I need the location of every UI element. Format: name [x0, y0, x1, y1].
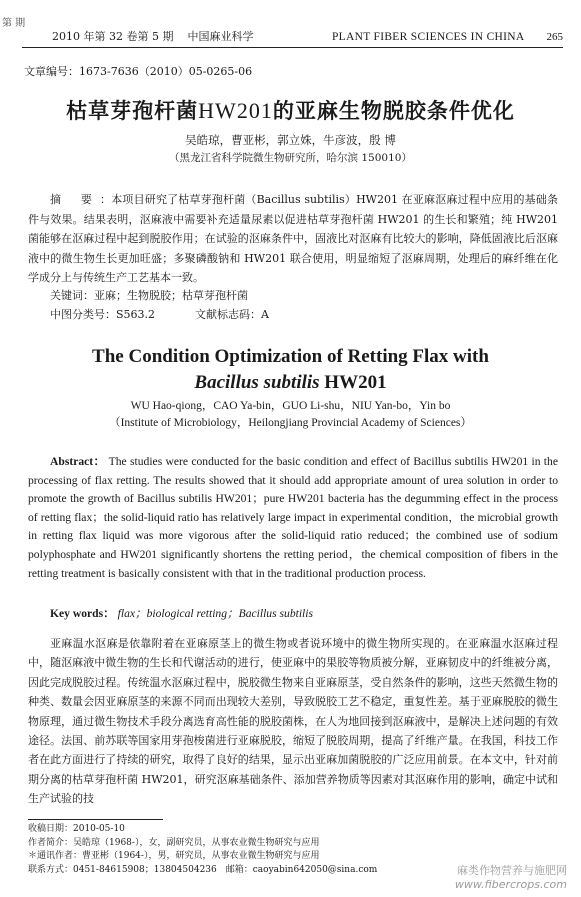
authors-cn: 吴皓琼，曹亚彬，郭立姝，牛彦波，殷 博 [185, 133, 396, 147]
journal-name-en: PLANT FIBER SCIENCES IN CHINA [331, 31, 525, 43]
affiliation-cn: （黑龙江省科学院微生物研究所，哈尔滨 150010） [169, 152, 412, 164]
abstract-en-text: The studies were conducted for the basic condition and effect of Bacillus subtilis HW201 in the processing of flax retting. The results showed that it should add appropriate amount of urea solution in order to promote the growth of Bacillus subtilis HW201；pure HW201 bacteria has the degumming effect in the process of retting flax；the solid-liquid ratio has relatively large impact in experimental condition，the microbial growth in retting flax liquid was more vigorous after the solid-liquid ratio reduced；the combined use of sodium polyphosphate and HW201 significantly shortens the retting period，the chemical composition of fibers in the retting treatment is basically consistent with that in the traditional production process. [28, 455, 558, 580]
title-cn-tail: 的亚麻生物脱胶条件优化 [272, 98, 515, 123]
watermark-site-name: 麻类作物营养与施肥网 [457, 864, 567, 877]
article-number: 文章编号：1673-7636（2010）05-0265-06 [24, 65, 253, 78]
title-en-line1: The Condition Optimization of Retting Flax with [92, 346, 489, 367]
title-cn-strain: HW201 [198, 98, 273, 123]
footnote-divider [28, 819, 163, 820]
classification-line [50, 306, 269, 322]
footnote-contact: 联系方式：0451-84615908；13804504236 邮箱：caoyabin642050@sina.com [28, 864, 378, 875]
abstract-cn-label: 摘 要 [50, 193, 101, 206]
running-header [2, 18, 563, 48]
watermark-url: www.fibercrops.com [454, 878, 567, 891]
body-paragraph: 亚麻温水沤麻是依靠附着在亚麻原茎上的微生物或者说环境中的微生物所实现的。在亚麻温水沤麻过程中，随沤麻液中微生物的生长和代谢活动的进行，使亚麻中的果胶等物质被分解，亚麻韧皮中的纤维被分离，因此完成脱胶过程。传统温水沤麻过程中，脱胶微生物来自亚麻原茎，受自然条件的影响，这些天然微生物的种类、数量会因亚麻原茎的来源不同而出现较大差别，导致脱胶工艺不稳定，重复性差。基于亚麻脱胶的微生物原理，通过微生物技术手段分离选育高性能的脱胶菌株，在人为地回接到沤麻液中，是解决上述问题的有效途径。法国、前苏联等国家用芽孢梭菌进行亚麻脱胶，缩短了脱胶周期，提高了纤维产量。在我国，科技工作者在此方面进行了持续的研究，取得了良好的结果，显示出亚麻加菌脱胶的广泛应用前景。在本文中，针对前期分离的枯草芽孢杆菌 HW201，研究沤麻基础条件、添加营养物质等因素对其沤麻作用的影响，确定中试和生产试验的技 [28, 637, 558, 806]
corner-mark: 第 期 [2, 18, 26, 29]
keywords-en [50, 605, 313, 621]
title-en [0, 344, 581, 396]
title-en-species: Bacillus subtilis [194, 372, 320, 393]
keywords-cn: 关键词：亚麻；生物脱胶；枯草芽孢杆菌 [50, 289, 248, 302]
year-issue: 2010 年第 32 卷第 5 期 [52, 30, 174, 43]
classification-number: 中图分类号：S563.2 [50, 308, 156, 321]
journal-name-cn: 中国麻业科学 [187, 30, 254, 43]
document-code: 文献标志码：A [195, 308, 269, 321]
title-cn-main: 枯草芽孢杆菌 [66, 98, 199, 123]
title-en-strain: HW201 [324, 372, 387, 393]
keywords-en-label: Key words： [50, 607, 115, 620]
abstract-cn [28, 190, 558, 288]
footnote-corresponding: ＊通讯作者：曹亚彬（1964-），男，研究员，从事农业微生物研究与应用 [28, 851, 320, 861]
footnote-author-bio: 作者简介：吴皓琼（1968-），女，副研究员，从事农业微生物研究与应用 [28, 837, 320, 848]
authors-en: WU Hao-qiong，CAO Ya-bin，GUO Li-shu，NIU Yan-bo，Yin bo [130, 400, 451, 412]
page-number: 265 [546, 31, 563, 43]
abstract-en-label: Abstract： [50, 455, 106, 468]
abstract-en [28, 453, 558, 583]
title-cn [0, 95, 581, 125]
footnote-received: 收稿日期：2010-05-10 [28, 824, 125, 834]
abstract-cn-text: ：本项目研究了枯草芽孢杆菌（Bacillus subtilis）HW201 在亚麻沤麻过程中应用的基础条件与效果。结果表明，沤麻液中需要补充适量尿素以促进枯草芽孢杆菌 HW201 的生长和繁殖；纯 HW201 菌能够在沤麻过程中起到脱胶作用；在试验的沤麻条件中，固液比对沤麻有比较大的影响，降低固液比后沤麻液中的微生物生长更加旺盛；多聚磷酸钠和 HW201 联合使用，明显缩短了沤麻周期，处理后的麻纤维在化学成分上与传统生产工艺基本一致。 [28, 193, 558, 284]
keywords-en-text: flax；biological retting；Bacillus subtilis [117, 607, 314, 620]
affiliation-en: （Institute of Microbiology，Heilongjiang Provincial Academy of Sciences） [109, 417, 472, 429]
